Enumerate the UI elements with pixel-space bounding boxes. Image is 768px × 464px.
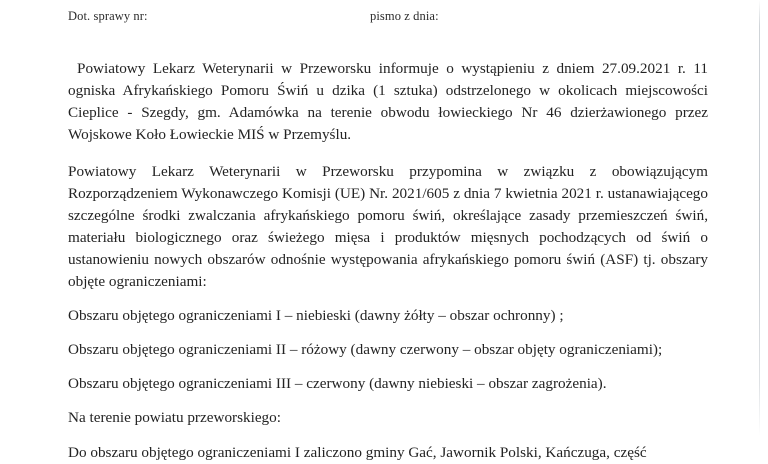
- spacer-before-zones: [68, 293, 708, 305]
- spacer-zone-1-2: [68, 327, 708, 339]
- zone-line-restriction-area-i: Obszaru objętego ograniczeniami I – niebieski (dawny żółty – obszar ochronny) ;: [68, 307, 564, 324]
- paragraph-regulation-reminder: Powiatowy Lekarz Weterynarii w Przeworsku przypomina w związku z obowiązującym Rozporządzeniem Wykonawczego Komisji (UE) Nr. 2021/605 z dnia 7 kwietnia 2021 r. ustanawiającego szczególne środki zwalczania afrykańskiego pomoru świń, określające zasady przemieszczeń świń, materiału biologicznego oraz świeżego mięsa i produktów mięsnych pochodzących od świń o ustanowieniu nowych obszarów odnośnie występowania afrykańskiego pomoru świń (ASF) tj. obszary objęte ograniczeniami:: [68, 163, 708, 290]
- document-header: [68, 9, 708, 27]
- scan-artifact-line: [759, 0, 760, 436]
- spacer-after-header: [68, 27, 708, 58]
- spacer-before-municipalities: [68, 429, 708, 442]
- spacer-zone-2-3: [68, 361, 708, 373]
- county-section-heading: Na terenie powiatu przeworskiego:: [68, 409, 281, 426]
- case-reference-label: Dot. sprawy nr:: [68, 9, 148, 23]
- paragraph-outbreak-notification: Powiatowy Lekarz Weterynarii w Przeworsku informuje o wystąpieniu z dniem 27.09.2021 r. 11 ogniska Afrykańskiego Pomoru Świń u dzika (1 sztuka) odstrzelonego w okolicach miejscowości Cieplice - Szegdy, gm. Adamówka na terenie obwodu łowieckiego Nr 46 dzierżawionego przez Wojskowe Koło Łowieckie MIŚ w Przemyślu.: [68, 60, 708, 143]
- spacer-between-paragraphs: [68, 146, 708, 161]
- letter-date-label: pismo z dnia:: [370, 9, 439, 23]
- zone-line-restriction-area-iii: Obszaru objętego ograniczeniami III – czerwony (dawny niebieski – obszar zagrożenia).: [68, 375, 607, 392]
- zone-line-restriction-area-ii: Obszaru objętego ograniczeniami II – różowy (dawny czerwony – obszar objęty ograniczeniami);: [68, 341, 663, 358]
- zone-one-municipalities-line: Do obszaru objętego ograniczeniami I zaliczono gminy Gać, Jawornik Polski, Kańczuga, część: [68, 444, 647, 461]
- document-content: [68, 0, 708, 464]
- spacer-before-county-heading: [68, 395, 708, 407]
